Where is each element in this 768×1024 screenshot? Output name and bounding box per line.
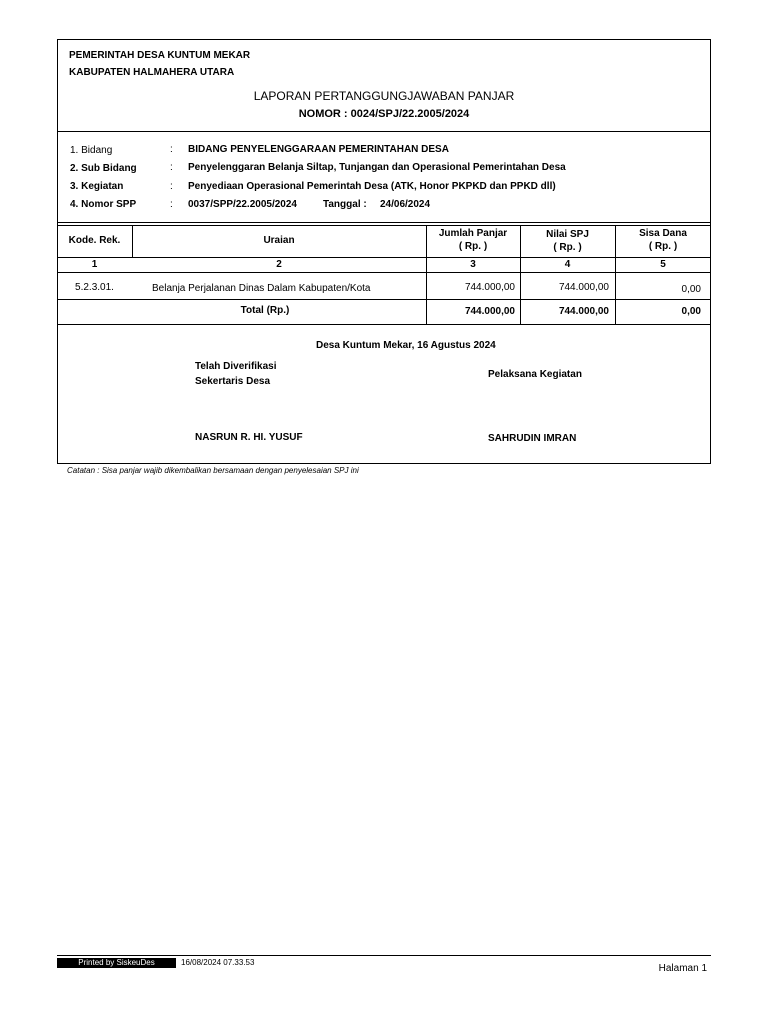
col-header-jumlah-unit: ( Rp. ): [458, 241, 488, 252]
info-value: 0037/SPP/22.2005/2024: [188, 199, 297, 210]
col-number: 3: [470, 259, 476, 270]
cell-nilai: 744.000,00: [558, 282, 609, 293]
row-bottom-line: [57, 299, 711, 300]
table-top-line-2: [57, 225, 711, 226]
report-number: NOMOR : 0024/SPJ/22.2005/2024: [298, 108, 470, 120]
org-regency: KABUPATEN HALMAHERA UTARA: [69, 67, 235, 78]
printed-timestamp: 16/08/2024 07.33.53: [181, 958, 255, 967]
place-date: Desa Kuntum Mekar, 16 Agustus 2024: [316, 340, 496, 351]
col-header-kode: Kode. Rek.: [68, 235, 121, 246]
total-nilai: 744.000,00: [558, 306, 609, 317]
info-date-value: 24/06/2024: [380, 199, 431, 210]
info-sep: :: [170, 144, 173, 155]
info-label: 1. Bidang: [70, 145, 113, 156]
signer-right-role: Pelaksana Kegiatan: [488, 369, 582, 380]
info-label: 4. Nomor SPP: [70, 199, 137, 210]
col-header-nilai: Nilai SPJ: [546, 229, 589, 240]
header-bottom-line: [57, 257, 711, 258]
col-number: 5: [660, 259, 666, 270]
signer-left-position: Sekertaris Desa: [195, 376, 271, 387]
footer-line: [57, 955, 711, 956]
col-number: 4: [564, 259, 571, 270]
col-header-uraian: Uraian: [263, 235, 295, 246]
page-number: Halaman 1: [658, 963, 707, 974]
col-header-sisa: Sisa Dana: [639, 228, 687, 239]
info-label: 3. Kegiatan: [70, 181, 124, 192]
total-label: Total (Rp.): [240, 305, 290, 316]
printed-by-badge: Printed by SiskeuDes: [57, 958, 176, 968]
total-bottom-line: [57, 324, 711, 325]
cell-uraian: Belanja Perjalanan Dinas Dalam Kabupaten/Kota: [152, 283, 371, 294]
col-header-sisa-unit: ( Rp. ): [648, 241, 678, 252]
colnum-bottom-line: [57, 272, 711, 273]
signer-right-name: SAHRUDIN IMRAN: [488, 433, 577, 444]
col-header-nilai-unit: ( Rp. ): [553, 242, 582, 253]
cell-jumlah: 744.000,00: [464, 282, 515, 293]
divider: [57, 131, 711, 132]
info-sep: :: [170, 181, 173, 192]
info-sep: :: [170, 162, 173, 173]
report-title: LAPORAN PERTANGGUNGJAWABAN PANJAR: [253, 89, 515, 103]
info-value: Penyediaan Operasional Pemerintah Desa (ATK, Honor PKPKD dan PPKD dll): [188, 181, 556, 192]
col-header-jumlah: Jumlah Panjar: [438, 228, 508, 239]
info-sep: :: [170, 199, 173, 210]
info-date-label: Tanggal :: [323, 199, 367, 210]
cell-sisa: 0,00: [681, 284, 701, 295]
col-number: 2: [276, 259, 282, 270]
info-label: 2. Sub Bidang: [70, 163, 137, 174]
org-name: PEMERINTAH DESA KUNTUM MEKAR: [69, 50, 251, 61]
info-value: Penyelenggaran Belanja Siltap, Tunjangan dan Operasional Pemerintahan Desa: [188, 162, 566, 173]
col-number: 1: [91, 259, 98, 270]
note-text: Catatan : Sisa panjar wajib dikembalikan bersamaan dengan penyelesaian SPJ ini: [67, 466, 359, 475]
info-value: BIDANG PENYELENGGARAAN PEMERINTAHAN DESA: [188, 144, 449, 155]
signer-left-name: NASRUN R. HI. YUSUF: [195, 432, 303, 443]
total-sisa: 0,00: [681, 306, 701, 317]
total-jumlah: 744.000,00: [464, 306, 515, 317]
signer-left-role: Telah Diverifikasi: [195, 361, 277, 372]
table-top-line: [57, 222, 711, 223]
cell-kode: 5.2.3.01.: [75, 282, 114, 293]
